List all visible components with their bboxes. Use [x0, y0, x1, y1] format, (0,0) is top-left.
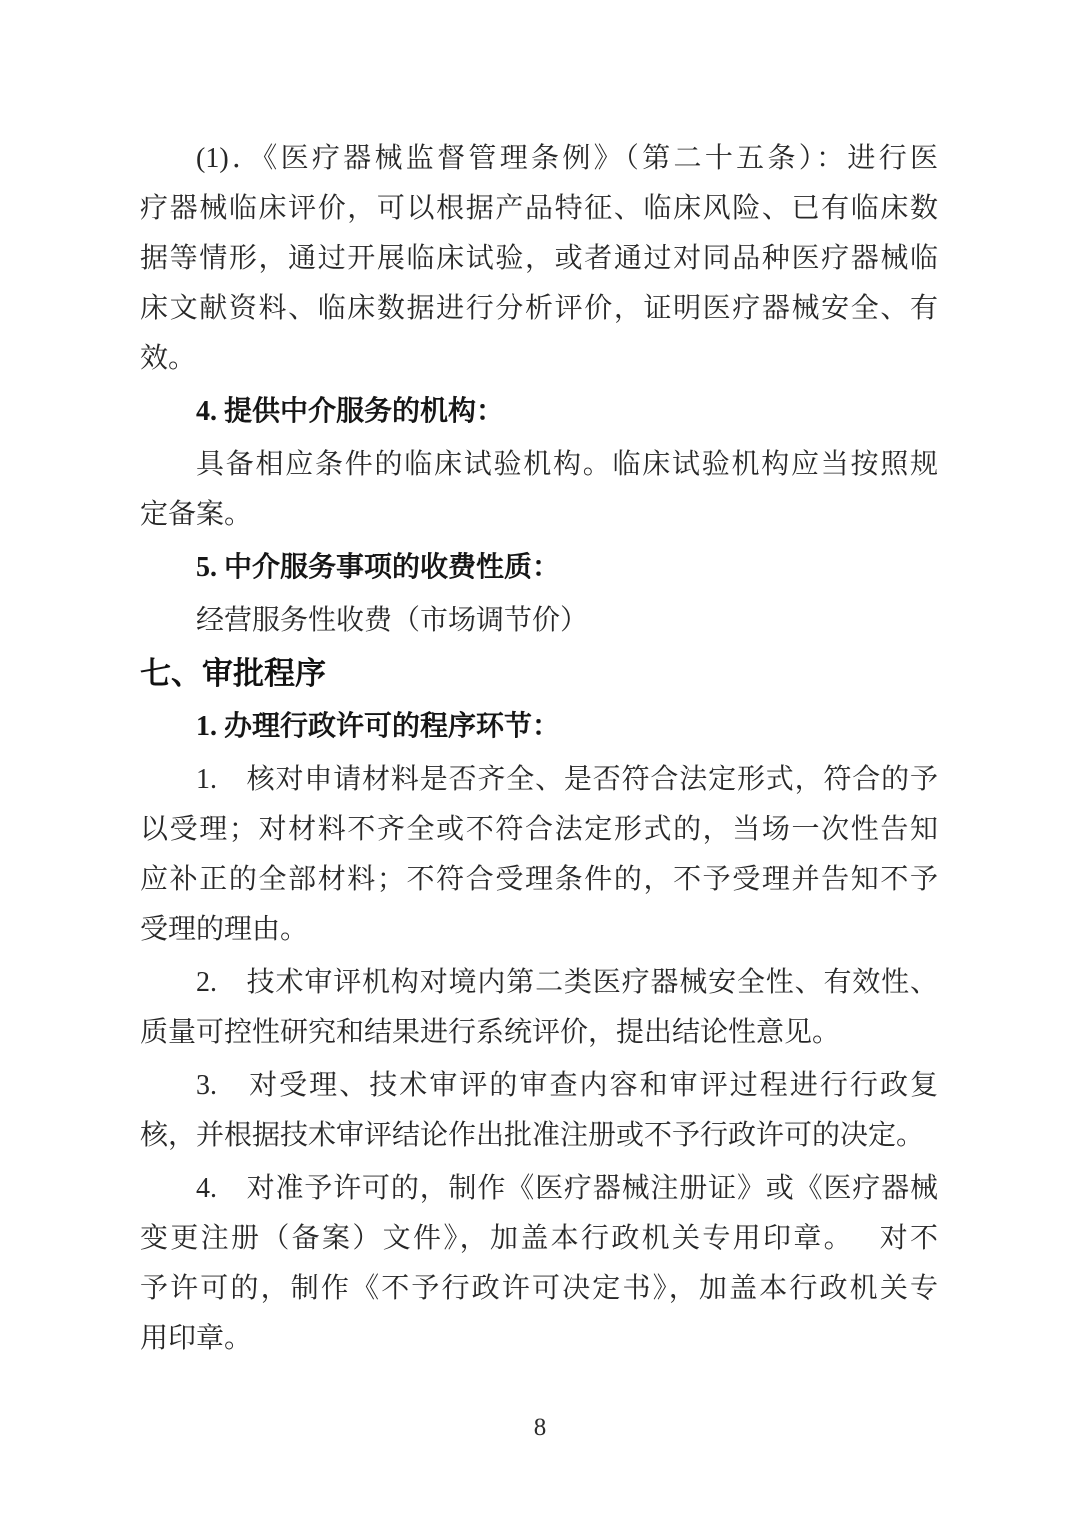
- text-line: (1)．《医疗器械监督管理条例》（第二十五条）：进行医: [196, 143, 938, 174]
- text-line: 4. 提供中介服务的机构：: [196, 396, 505, 427]
- text-line: 七、审批程序: [140, 656, 326, 691]
- subheading-procedure-steps: [140, 702, 938, 752]
- paragraph-fee-nature: [140, 596, 938, 646]
- text-line: 5. 中介服务事项的收费性质：: [196, 552, 561, 583]
- subheading-intermediary-service-org: [140, 387, 938, 437]
- section-heading-approval-procedure: [140, 649, 938, 699]
- text-line: 受理的理由。: [140, 914, 309, 945]
- text-line: 4. 对准予许可的，制作《医疗器械注册证》或《医疗器械: [196, 1173, 938, 1204]
- text-line: 经营服务性收费（市场调节价）: [196, 605, 589, 636]
- paragraph-step-3-administrative-check: [140, 1061, 938, 1161]
- document-body: [140, 134, 938, 1364]
- text-line: 定备案。: [140, 499, 253, 530]
- paragraph-step-1-acceptance: [140, 755, 938, 955]
- text-line: 2. 技术审评机构对境内第二类医疗器械安全性、有效性、: [196, 967, 938, 998]
- paragraph-step-4-certificate: [140, 1164, 938, 1364]
- text-line: 变更注册（备案）文件》，加盖本行政机关专用印章。 对不: [140, 1223, 938, 1254]
- text-line: 据等情形，通过开展临床试验，或者通过对同品种医疗器械临: [140, 243, 938, 274]
- text-line: 予许可的，制作《不予行政许可决定书》，加盖本行政机关专: [140, 1273, 938, 1304]
- page-number: 8: [533, 1414, 547, 1441]
- text-line: 1. 核对申请材料是否齐全、是否符合法定形式，符合的予: [196, 764, 938, 795]
- text-line: 床文献资料、临床数据进行分析评价，证明医疗器械安全、有: [140, 293, 938, 324]
- text-line: 用印章。: [140, 1323, 253, 1354]
- paragraph-step-2-technical-review: [140, 958, 938, 1058]
- text-line: 3. 对受理、技术审评的审查内容和审评过程进行行政复: [196, 1070, 938, 1101]
- paragraph-clinical-trial-org: [140, 440, 938, 540]
- text-line: 效。: [140, 343, 197, 374]
- text-line: 以受理；对材料不齐全或不符合法定形式的，当场一次性告知: [140, 814, 938, 845]
- text-line: 1. 办理行政许可的程序环节：: [196, 711, 561, 742]
- text-line: 核，并根据技术审评结论作出批准注册或不予行政许可的决定。: [140, 1120, 925, 1151]
- text-line: 质量可控性研究和结果进行系统评价，提出结论性意见。: [140, 1017, 841, 1048]
- paragraph-regulation-clause-25: [140, 134, 938, 384]
- text-line: 具备相应条件的临床试验机构。临床试验机构应当按照规: [196, 449, 938, 480]
- text-line: 应补正的全部材料；不符合受理条件的，不予受理并告知不予: [140, 864, 938, 895]
- subheading-fee-nature: [140, 543, 938, 593]
- text-line: 疗器械临床评价，可以根据产品特征、临床风险、已有临床数: [140, 193, 938, 224]
